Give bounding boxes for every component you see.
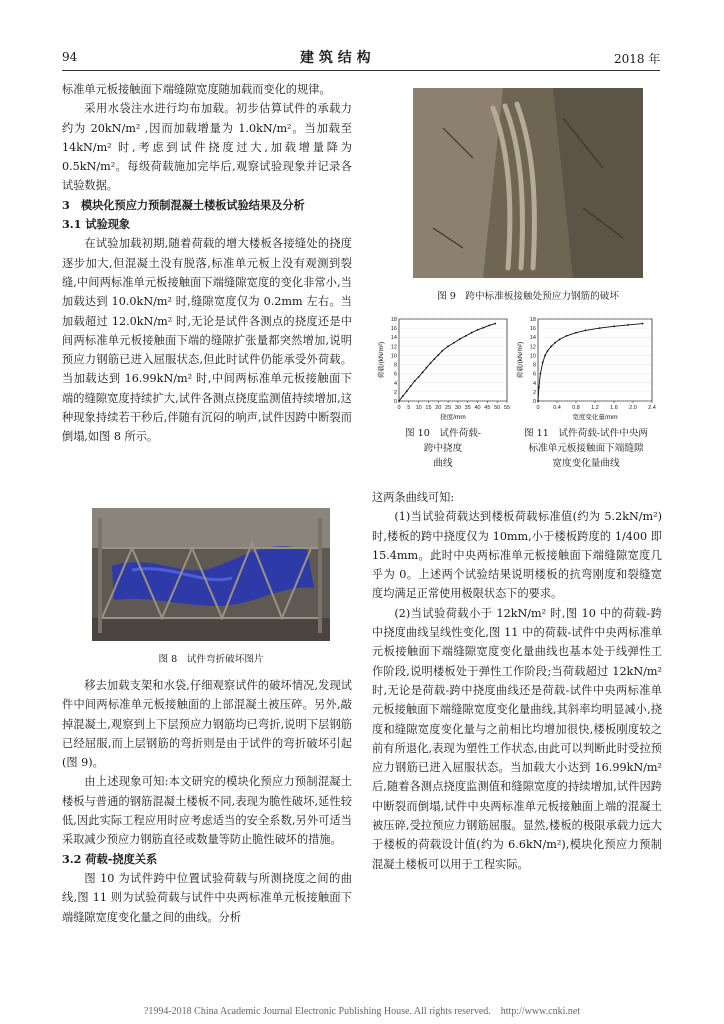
data-point — [627, 324, 629, 326]
figure-10-caption — [373, 426, 513, 471]
data-point — [537, 400, 539, 402]
paragraph: 这两条曲线可知: — [372, 491, 455, 504]
y-axis-label: 荷载/(kN/m²) — [517, 341, 524, 379]
year: 2018 年 — [614, 52, 661, 66]
figure-10-chart — [373, 313, 513, 421]
data-point — [558, 339, 560, 341]
x-tick-label: 0 — [536, 405, 540, 411]
x-tick-label: 20 — [435, 405, 442, 411]
data-point — [426, 367, 428, 369]
x-axis-label: 宽度变化量/mm — [572, 414, 618, 421]
data-point — [575, 332, 577, 334]
figure-11-caption-line: 宽度变化量曲线 — [552, 458, 620, 469]
series-line — [399, 324, 495, 401]
header-rule — [62, 70, 660, 71]
paragraph: 采用水袋注水进行均布加载。初步估算试件的承载力约为 20kN/m² ,因而加载增量为 1.0kN/m²。当加载至 14kN/m² 时,考虑到试件挠度过大,加载增量降为 0.5kN/m²。每级荷载施加完毕后,观察试验现象并记录各试验数据。 — [62, 102, 352, 193]
y-tick-label: 6 — [532, 371, 536, 378]
data-point — [550, 345, 552, 347]
figure-10-caption-line: 图 10 试件荷载- — [404, 428, 482, 439]
copyright-footer: ?1994-2018 China Academic Journal Electronic Publishing House. All rights reserved. http://www.cnki.net — [143, 1006, 581, 1017]
paragraph: 图 10 为试件跨中位置试验荷载与所测挠度之间的曲线,图 11 则为试验荷载与试件中央两标准单元板接触面下端缝隙宽度变化量之间的曲线。分析 — [62, 871, 352, 924]
data-point — [477, 329, 479, 331]
figure-11-caption-line: 图 11 试件荷载-试件中央两 — [523, 428, 649, 439]
plot-frame — [538, 319, 652, 401]
y-tick-label: 4 — [532, 380, 536, 387]
figure-11-caption — [512, 426, 660, 471]
figure-8-photo — [92, 508, 330, 641]
data-point — [410, 385, 412, 387]
x-axis-label: 挠度/mm — [440, 414, 466, 421]
data-point — [544, 355, 546, 357]
x-tick-label: 1.6 — [610, 405, 618, 411]
y-tick-label: 2 — [532, 389, 536, 396]
page-number: 94 — [62, 50, 78, 64]
y-tick-label: 8 — [532, 362, 536, 369]
x-tick-label: 30 — [454, 405, 461, 411]
y-tick-label: 0 — [532, 399, 536, 405]
y-tick-label: 16 — [390, 326, 397, 333]
x-tick-label: 40 — [474, 405, 481, 411]
x-tick-label: 2.0 — [629, 405, 637, 411]
y-axis-label: 荷载/(kN/m²) — [378, 341, 385, 379]
data-point — [585, 329, 587, 331]
data-point — [406, 390, 408, 392]
left-column-top — [62, 80, 352, 447]
data-point — [539, 373, 541, 375]
data-point — [613, 325, 615, 327]
figure-9-caption: 图 9 跨中标准板接触处预应力钢筋的破坏 — [437, 291, 619, 302]
section-heading: 3 模块化预应力预制混凝土楼板试验结果及分析 — [62, 197, 305, 212]
series-line — [538, 324, 643, 401]
figure-10-caption-line: 跨中挠度 — [423, 443, 463, 454]
subsection-heading: 3.1 试验现象 — [62, 217, 131, 232]
y-tick-label: 14 — [529, 335, 536, 342]
data-point — [483, 327, 485, 329]
data-point — [398, 400, 400, 402]
data-point — [402, 395, 404, 397]
data-point — [414, 380, 416, 382]
y-tick-label: 10 — [390, 353, 397, 360]
data-point — [430, 362, 432, 364]
figure-9-photo — [413, 88, 643, 278]
figure-11-caption-line: 标准单元板接触面下端缝隙 — [528, 443, 644, 454]
data-point — [642, 323, 644, 325]
data-point — [542, 361, 544, 363]
x-tick-label: 35 — [464, 405, 471, 411]
x-tick-label: 55 — [503, 405, 511, 411]
y-tick-label: 0 — [393, 399, 397, 405]
y-tick-label: 8 — [393, 362, 397, 369]
y-tick-label: 18 — [529, 317, 536, 323]
y-tick-label: 10 — [529, 353, 536, 360]
x-tick-label: 1.2 — [591, 405, 599, 411]
paragraph: 由上述现象可知:本文研究的模块化预应力预制混凝土楼板与普通的钢筋混凝土楼板不同,表现为脆性破坏,延性较低,因此实际工程应用时应考虑适当的安全系数,另外可适当采取减少预应力钢筋直径或数量等防止脆性破坏的措施。 — [62, 775, 352, 847]
y-tick-label: 14 — [390, 335, 397, 342]
y-tick-label: 12 — [390, 344, 397, 351]
plot-frame — [399, 319, 507, 401]
subsection-heading: 3.2 荷载-挠度关系 — [62, 851, 158, 866]
x-tick-label: 15 — [425, 405, 432, 411]
y-tick-label: 4 — [393, 380, 397, 387]
paragraph: (1)当试验荷载达到楼板荷载标准值(约为 5.2kN/m²)时,楼板的跨中挠度仅为 10mm,小于楼板跨度的 1/400 即 15.4mm。此时中央两标准单元板接触面下端缝隙宽度几乎为 0。上述两个试验结果说明楼板的抗弯刚度和裂缝宽度均满足正常使用极限状态下的要求。 — [372, 510, 662, 601]
left-column-bottom — [62, 676, 352, 927]
right-column-text — [372, 488, 662, 874]
y-tick-label: 2 — [393, 389, 397, 396]
data-point — [418, 376, 420, 378]
journal-title: 建 筑 结 构 — [300, 50, 371, 66]
data-point — [566, 335, 568, 337]
x-tick-label: 0.4 — [553, 405, 561, 411]
data-point — [599, 327, 601, 329]
y-tick-label: 6 — [393, 371, 397, 378]
data-point — [465, 335, 467, 337]
data-point — [437, 354, 439, 356]
data-point — [433, 358, 435, 360]
data-point — [422, 371, 424, 373]
figure-11-chart — [512, 313, 660, 421]
data-point — [488, 324, 490, 326]
figure-8-caption: 图 8 试件弯折破坏图片 — [158, 654, 264, 665]
x-tick-label: 50 — [494, 405, 501, 411]
x-tick-label: 5 — [407, 405, 411, 411]
x-tick-label: 0 — [397, 405, 401, 411]
x-tick-label: 0.8 — [572, 405, 580, 411]
figure-10-caption-line: 曲线 — [433, 458, 453, 469]
y-tick-label: 16 — [529, 326, 536, 333]
paragraph: (2)当试验荷载小于 12kN/m² 时,图 10 中的荷载-跨中挠度曲线呈线性变化,图 11 中的荷载-试件中央两标准单元板接触面下端缝隙宽度变化量曲线也基本处于线弹性工作阶段,说明楼板处于弹性工作阶段;当荷载超过 12kN/m² 时,无论是荷载-跨中挠度曲线还是荷载-试件中央两标准单元板接触面下端缝隙宽度变化量曲线,其斜率均明显减小,挠度和缝隙宽度变化量与之前相比均增加很快,楼板刚度较之前有所退化,表现为塑性工作状态,由此可以判断此时受拉预应力钢筋已进入屈服状态。当加载大小达到 16.99kN/m² 后,随着各测点挠度监测值和缝隙宽度的持续增加,试件因跨中断裂而倒塌,试件中央两标准单元板接触面上端的混凝土被压碎,受拉预应力钢筋屈服。显然,楼板的极限承载力远大于楼板的荷载设计值(约为 6.6kN/m²),模块化预应力预制混凝土楼板可以用于工程实际。 — [372, 606, 662, 871]
data-point — [459, 338, 461, 340]
data-point — [554, 342, 556, 344]
paragraph: 移去加载支架和水袋,仔细观察试件的破坏情况,发现试件中间两标准单元板接触面的上部混凝土被压碎。另外,敲掉混凝土,观察到上下层预应力钢筋均已弯折,说明下层钢筋已经屈服,而上层钢筋的弯折则是由于试件的弯折破坏引起(图 9)。 — [62, 679, 352, 770]
paragraph: 在试验加载初期,随着荷载的增大楼板各接缝处的挠度逐步加大,但混凝土没有脱落,标准单元板上没有观测到裂缝,中间两标准单元板接触面下端缝隙宽度的变化非常小,当加载达到 10.0kN/m² 时,缝隙宽度仅为 0.2mm 左右。当加载超过 12.0kN/m² 时,无论是试件各测点的挠度还是中间两标准单元板接触面下端的缝隙扩张量都突然增加,说明预应力钢筋已进入屈服状态,但此时试件仍能承受外荷载。当加载达到 16.99kN/m² 时,中间两标准单元板接触面下端的缝隙宽度持续扩大,试件各测点挠度监测值持续增加,这种现象持续若干秒后,伴随有沉闷的响声,试件因跨中断裂而倒塌,如图 8 所示。 — [62, 237, 352, 444]
x-tick-label: 2.4 — [648, 405, 656, 411]
data-point — [538, 386, 540, 388]
data-point — [471, 332, 473, 334]
data-point — [447, 345, 449, 347]
x-tick-label: 45 — [484, 405, 491, 411]
data-point — [547, 350, 549, 352]
data-point — [453, 342, 455, 344]
y-tick-label: 12 — [529, 344, 536, 351]
x-tick-label: 25 — [445, 405, 452, 411]
data-point — [494, 323, 496, 325]
y-tick-label: 18 — [390, 317, 397, 323]
x-tick-label: 10 — [415, 405, 422, 411]
paragraph: 标准单元板接触面下端缝隙宽度随加载而变化的规律。 — [62, 83, 331, 96]
data-point — [441, 350, 443, 352]
